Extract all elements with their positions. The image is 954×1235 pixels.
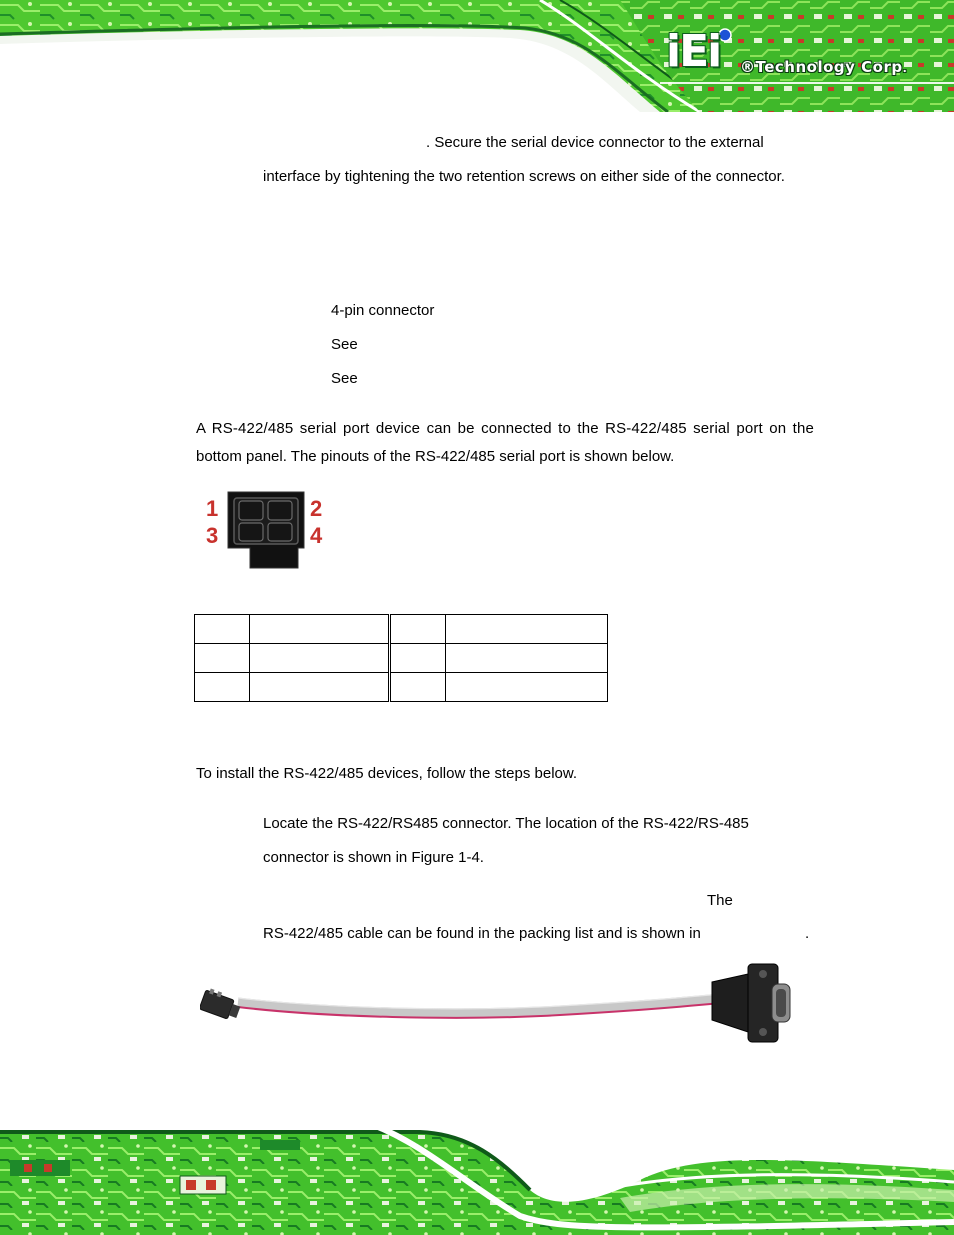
step1-line1: Locate the RS-422/RS485 connector. The location of the RS-422/RS-485 — [263, 815, 749, 832]
pcb-header-graphic — [0, 0, 954, 112]
intro-line2: bottom panel. The pinouts of the RS-422/485 serial port is shown below. — [196, 448, 675, 465]
spec-connector: 4-pin connector — [331, 302, 435, 319]
table-cell — [250, 673, 390, 702]
table-cell — [390, 615, 446, 644]
figure-1-4-link[interactable]: Figure 1-4 — [411, 849, 480, 866]
step2-period: . — [805, 925, 810, 942]
step2-the: The — [707, 892, 733, 909]
table-row — [195, 644, 608, 673]
pin-label-3: 3 — [206, 523, 219, 548]
step1-suffix: . — [479, 849, 484, 866]
step2-line2: RS-422/485 cable can be found in the packing list and is shown in — [263, 925, 701, 942]
spec-see-2: See — [331, 370, 358, 387]
table-row — [195, 615, 608, 644]
table-cell — [446, 673, 608, 702]
table-cell — [195, 615, 250, 644]
table-cell — [390, 673, 446, 702]
pcb-footer-graphic — [0, 1120, 954, 1235]
iei-logo-mark: iEi — [666, 26, 721, 77]
header-banner — [0, 0, 954, 112]
para1-line1: . Secure the serial device connector to the external — [426, 134, 764, 151]
table-cell — [446, 615, 608, 644]
footer-banner — [0, 1120, 954, 1235]
pin-label-1: 1 — [206, 496, 219, 521]
table-row — [195, 673, 608, 702]
para1-line2: interface by tightening the two retention screws on either side of the connector. — [263, 168, 785, 185]
table-cell — [250, 615, 390, 644]
rs422-cable-figure — [200, 958, 800, 1050]
table-cell — [390, 644, 446, 673]
spec-see-1: See — [331, 336, 358, 353]
table-cell — [446, 644, 608, 673]
table-cell — [195, 673, 250, 702]
connector-pinout-figure — [200, 488, 330, 573]
table-cell — [195, 644, 250, 673]
pin-label-2: 2 — [310, 496, 323, 521]
install-intro: To install the RS-422/485 devices, follow the steps below. — [196, 765, 578, 782]
company-name-dot: . — [902, 62, 908, 75]
pin-label-4: 4 — [310, 523, 323, 548]
cable-drawing — [200, 958, 800, 1050]
company-name — [740, 58, 907, 76]
step1-prefix: connector is shown in — [263, 849, 412, 866]
pinout-table — [194, 614, 608, 702]
table-cell — [250, 644, 390, 673]
intro-line1: A RS-422/485 serial port device can be connected to the RS-422/485 serial port on the — [196, 420, 814, 437]
step1-line2 — [263, 849, 484, 867]
company-name-text: ®Technology Corp — [740, 58, 903, 76]
